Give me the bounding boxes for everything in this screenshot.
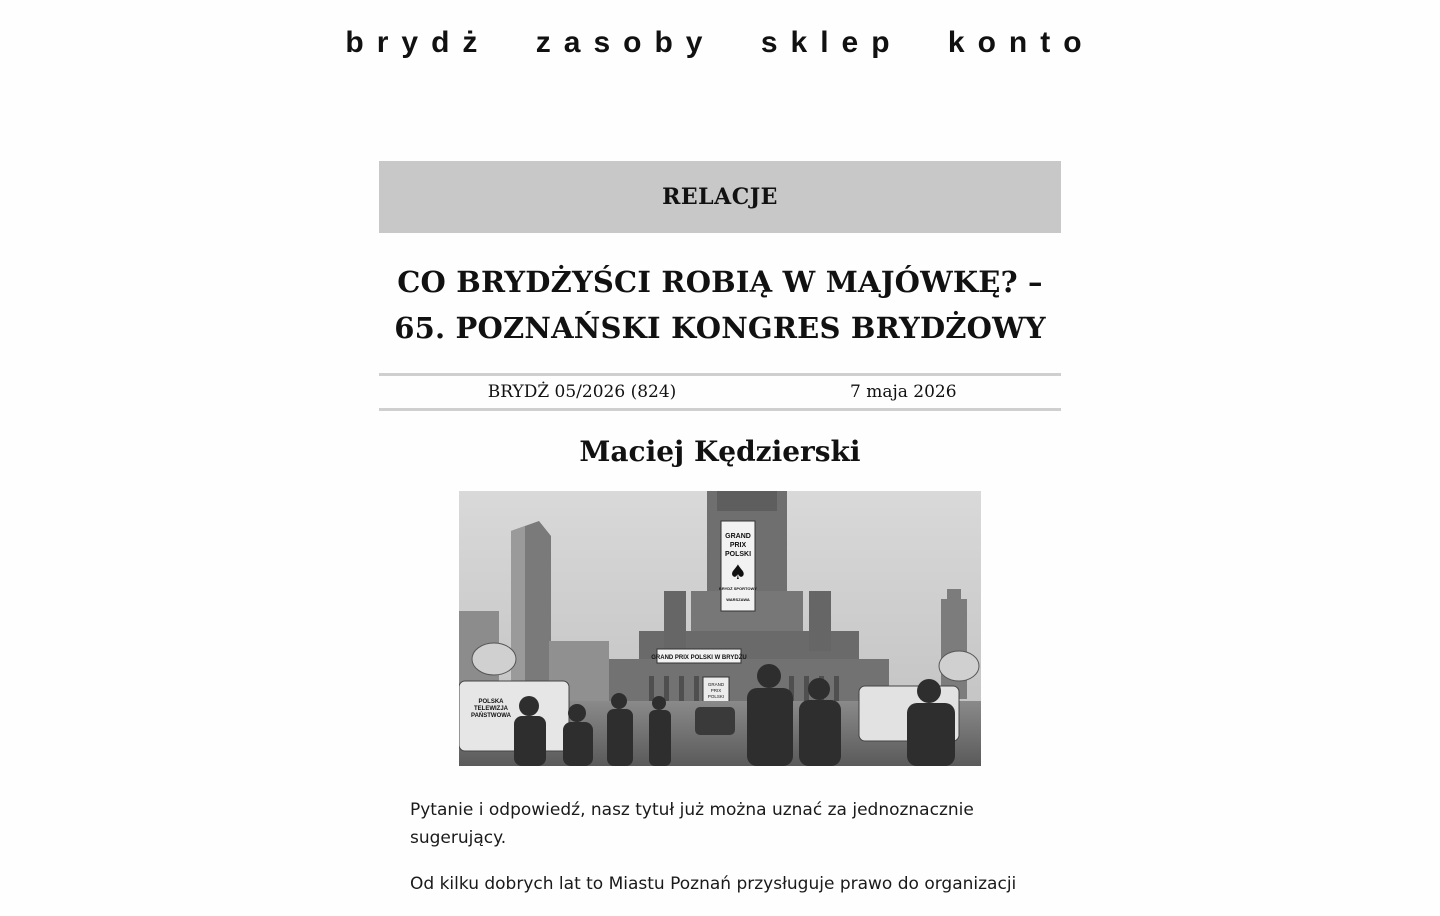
article-body — [410, 796, 1030, 916]
author-name[interactable]: Maciej Kędzierski — [579, 435, 861, 468]
publish-date: 7 maja 2026 — [850, 382, 957, 402]
article-title — [379, 259, 1061, 351]
nav-link-brydz[interactable]: brydż — [345, 26, 491, 59]
banner-small-line-3: POLSKI — [707, 694, 725, 699]
nav-link-konto[interactable]: konto — [947, 26, 1095, 59]
banner-vertical-line-3: POLSKI — [724, 551, 752, 558]
van-text-line-2: TELEWIZJA — [474, 706, 508, 712]
banner-vertical-city: WARSZAWA — [726, 597, 750, 602]
issue-number[interactable]: BRYDŻ 05/2026 (824) — [487, 382, 677, 402]
banner-vertical-line-1: GRAND — [725, 533, 751, 540]
category-label[interactable]: RELACJE — [379, 161, 1061, 233]
banner-vertical-sub: BRYDŻ SPORTOWY — [718, 586, 758, 591]
banner-small-line-1: GRAND — [707, 682, 725, 687]
nav-link-zasoby[interactable]: zasoby — [535, 26, 716, 59]
top-navigation — [0, 26, 1440, 60]
van-text-line-3: PAŃSTWOWA — [471, 713, 511, 719]
article-title-line-1: CO BRYDŻYŚCI ROBIĄ W MAJÓWKĘ? – — [397, 265, 1043, 299]
article — [379, 161, 1061, 468]
hero-image — [459, 491, 981, 766]
article-meta — [379, 373, 1061, 411]
banner-horizontal: GRAND PRIX POLSKI W BRYDŻU — [651, 655, 747, 661]
article-title-line-2: 65. POZNAŃSKI KONGRES BRYDŻOWY — [394, 311, 1046, 345]
banner-vertical-line-2: PRIX — [729, 542, 747, 549]
van-text-line-1: POLSKA — [478, 699, 504, 705]
paragraph-2: Od kilku dobrych lat to Miastu Poznań przysługuje prawo do organizacji — [410, 874, 1017, 894]
nav-link-sklep[interactable]: sklep — [760, 26, 903, 59]
spade-icon: ♠ — [729, 560, 747, 584]
paragraph-1: Pytanie i odpowiedź, nasz tytuł już można uznać za jednoznacznie sugerujący. — [410, 800, 974, 848]
banner-small-line-2: PRIX — [710, 688, 722, 693]
